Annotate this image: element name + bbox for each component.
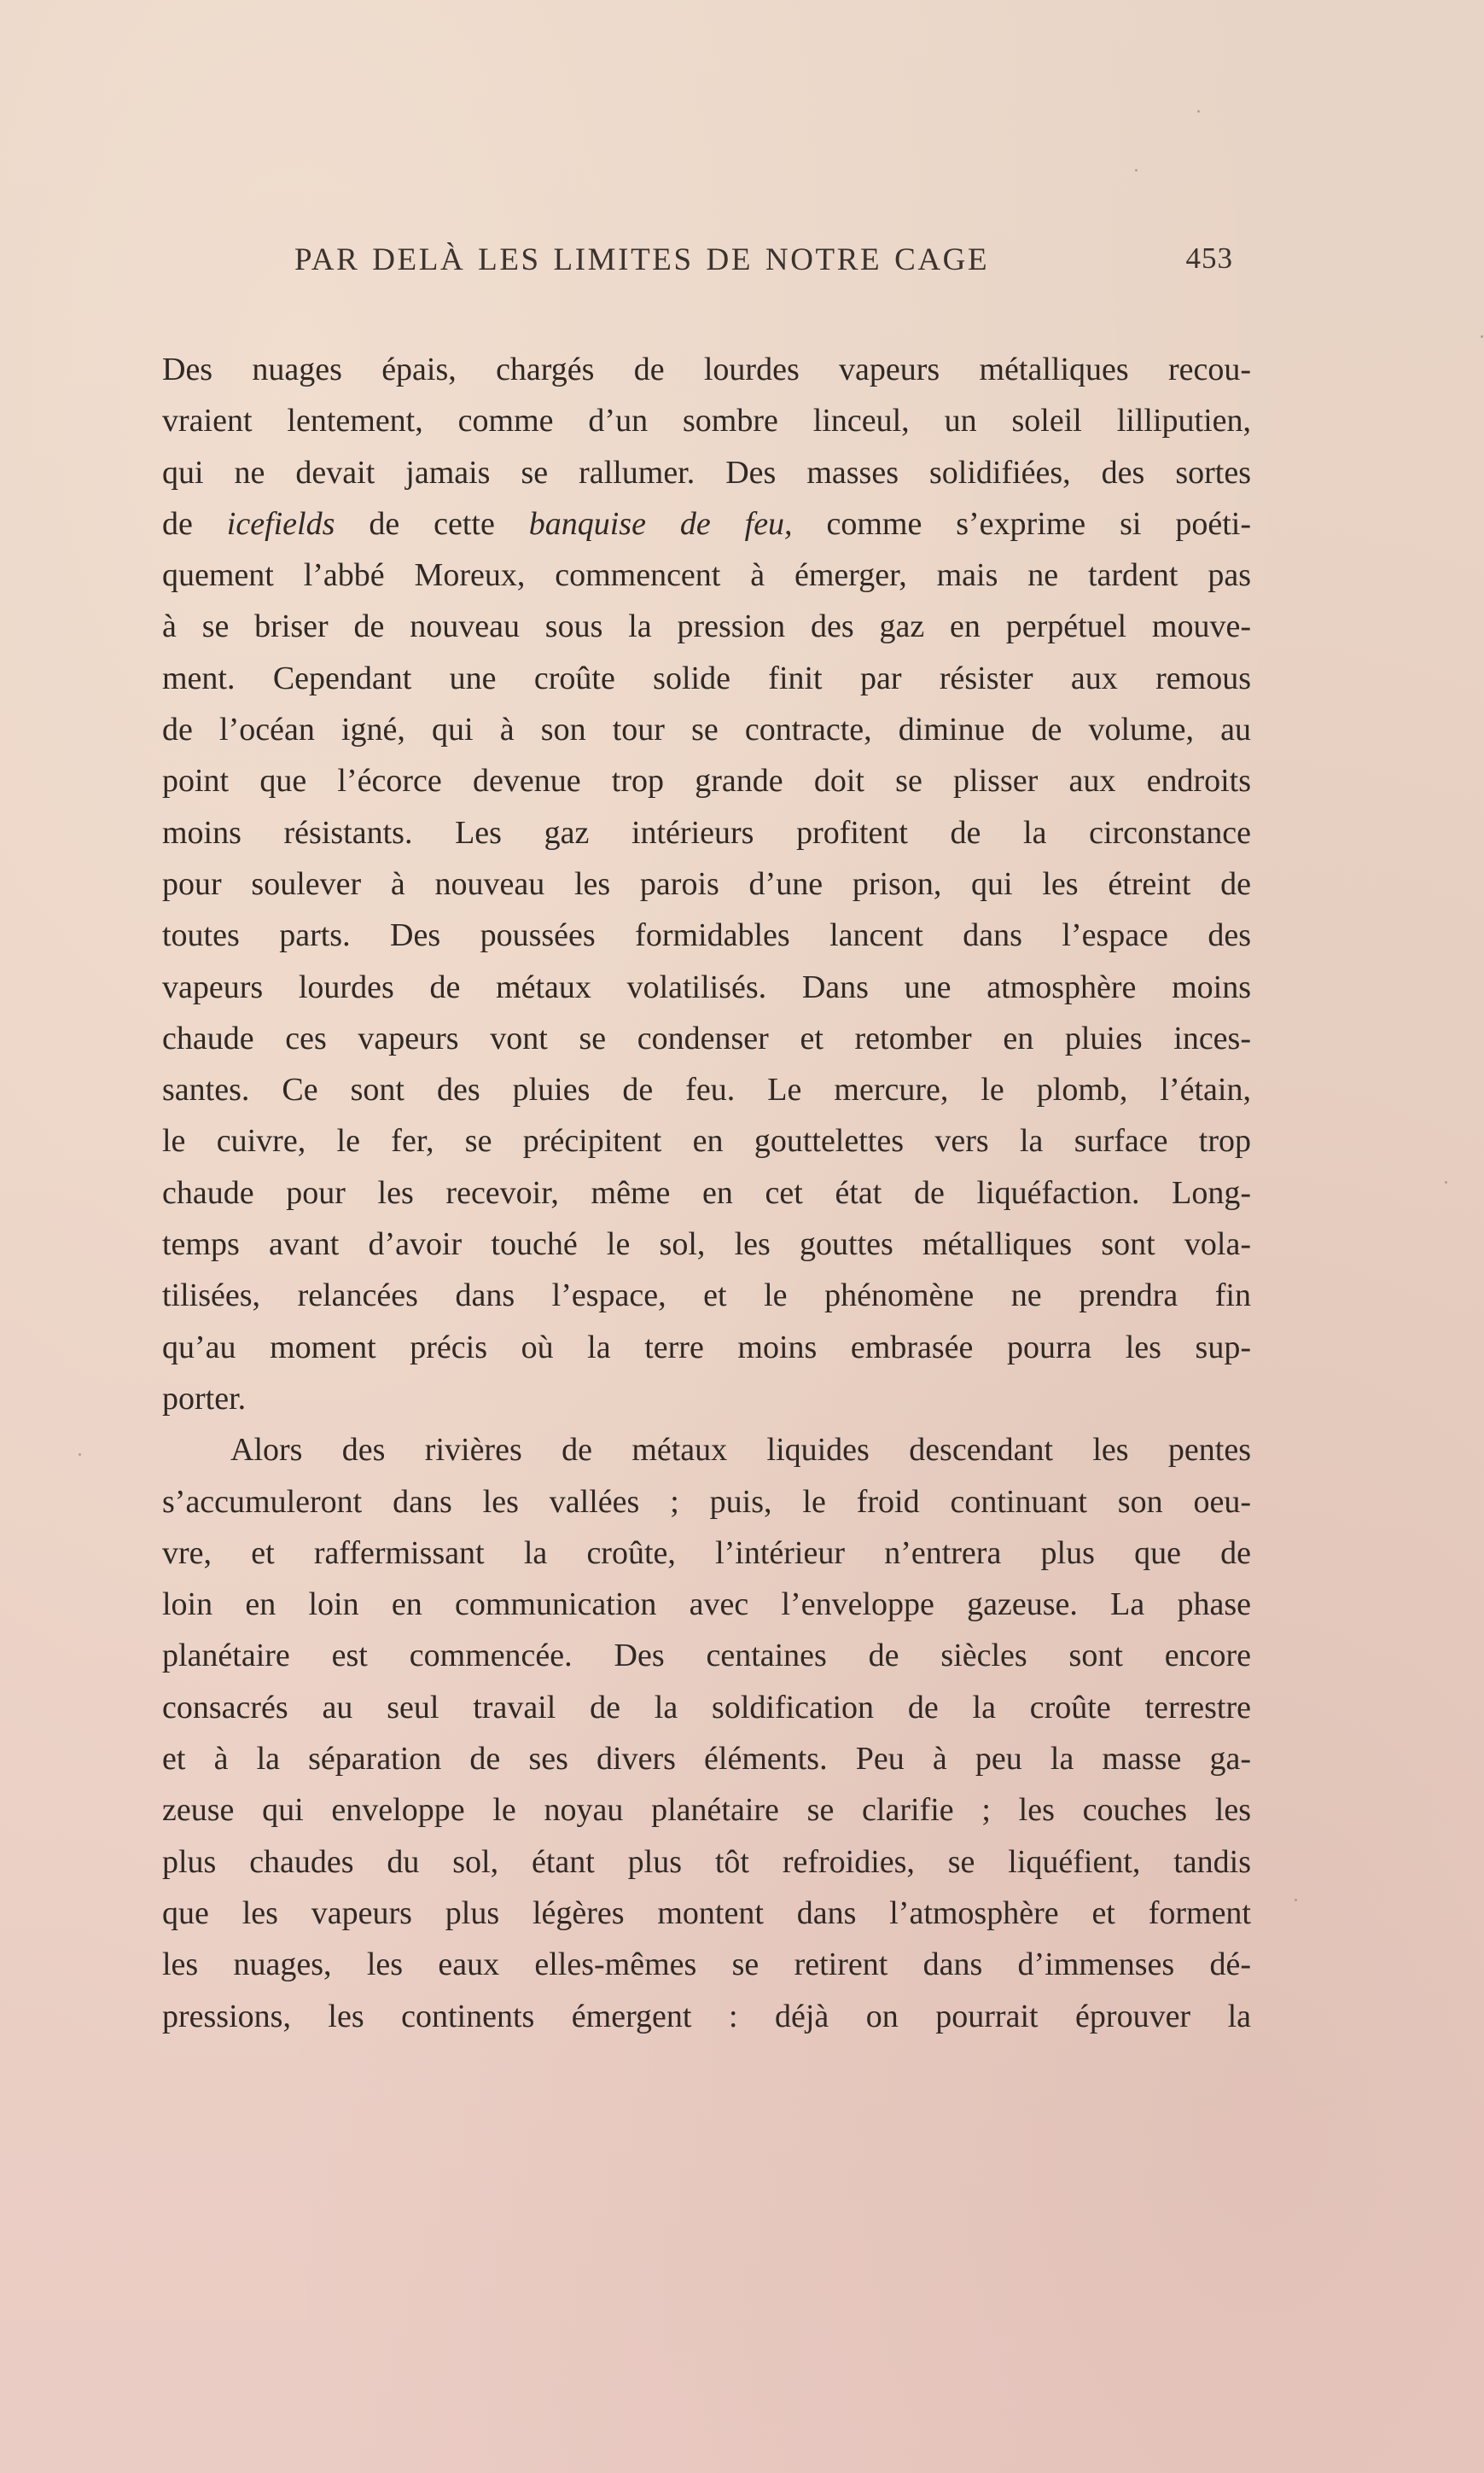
text-line: porter. (162, 1380, 247, 1417)
body-text (162, 344, 1251, 2042)
text-line: vraient lentement, comme d’un sombre linceul, un soleil lilliputien, (162, 403, 1251, 439)
text-line: planétaire est commencée. Des centaines de siècles sont encore (162, 1638, 1251, 1674)
text-line: s’accumuleront dans les vallées ; puis, le froid continuant son oeu- (162, 1483, 1251, 1520)
paper-speck (1135, 169, 1138, 172)
text-line: Des nuages épais, chargés de lourdes vapeurs métalliques recou- (162, 352, 1251, 387)
running-head (294, 241, 1233, 293)
text-line: quement l’abbé Moreux, commencent à émerger, mais ne tardent pas (162, 557, 1251, 594)
text-line: santes. Ce sont des pluies de feu. Le mercure, le plomb, l’étain, (162, 1072, 1251, 1108)
paragraph-2 (162, 1424, 1251, 2042)
text-line: le cuivre, le fer, se précipitent en gouttelettes vers la surface trop (162, 1123, 1251, 1160)
paper-speck (1197, 110, 1200, 113)
text-line: de icefields de cette banquise de feu, comme s’exprime si poéti- (162, 505, 1251, 542)
text-line: point que l’écorce devenue trop grande doit se plisser aux endroits (162, 763, 1251, 800)
text-line: vapeurs lourdes de métaux volatilisés. Dans une atmosphère moins (162, 969, 1251, 1005)
text-line: ment. Cependant une croûte solide finit par résister aux remous (162, 660, 1251, 696)
text-line: pour soulever à nouveau les parois d’une prison, qui les étreint de (162, 865, 1251, 902)
text-line: chaude ces vapeurs vont se condenser et retomber en pluies inces- (162, 1020, 1251, 1056)
text-line: consacrés au seul travail de la soldification de la croûte terrestre (162, 1689, 1251, 1725)
paper-speck (1445, 1181, 1447, 1184)
text-line: plus chaudes du sol, étant plus tôt refroidies, se liquéfient, tandis (162, 1843, 1251, 1880)
text-line: Alors des rivières de métaux liquides descendant les pentes (230, 1432, 1251, 1469)
text-line: chaude pour les recevoir, même en cet état de liquéfaction. Long- (162, 1174, 1251, 1211)
running-title: PAR DELÀ LES LIMITES DE NOTRE CAGE (294, 242, 990, 277)
text-line: qui ne devait jamais se rallumer. Des masses solidifiées, des sortes (162, 454, 1251, 491)
paper-speck (79, 1453, 81, 1456)
text-line: tilisées, relancées dans l’espace, et le phénomène ne prendra fin (162, 1277, 1251, 1314)
paper-speck (1295, 1899, 1297, 1901)
paper-speck (1481, 335, 1483, 338)
text-line: loin en loin en communication avec l’enveloppe gazeuse. La phase (162, 1586, 1251, 1623)
text-line: moins résistants. Les gaz intérieurs profitent de la circonstance (162, 814, 1251, 851)
text-line: à se briser de nouveau sous la pression des gaz en perpétuel mouve- (162, 608, 1251, 645)
text-line: vre, et raffermissant la croûte, l’intérieur n’entrera plus que de (162, 1534, 1251, 1571)
page-number: 453 (1185, 241, 1233, 275)
text-line: que les vapeurs plus légères montent dans l’atmosphère et forment (162, 1894, 1251, 1931)
text-line: pressions, les continents émergent : déjà on pourrait éprouver la (162, 1998, 1251, 2034)
text-line: les nuages, les eaux elles-mêmes se retirent dans d’immenses dé- (162, 1946, 1251, 1983)
text-line: toutes parts. Des poussées formidables lancent dans l’espace des (162, 917, 1251, 954)
text-line: qu’au moment précis où la terre moins embrasée pourra les sup- (162, 1329, 1251, 1365)
text-line: zeuse qui enveloppe le noyau planétaire se clarifie ; les couches les (162, 1792, 1251, 1829)
paragraph-1 (162, 344, 1251, 1424)
text-line: et à la séparation de ses divers éléments. Peu à peu la masse ga- (162, 1741, 1251, 1778)
text-line: de l’océan igné, qui à son tour se contracte, diminue de volume, au (162, 712, 1251, 748)
text-line: temps avant d’avoir touché le sol, les gouttes métalliques sont vola- (162, 1226, 1251, 1263)
